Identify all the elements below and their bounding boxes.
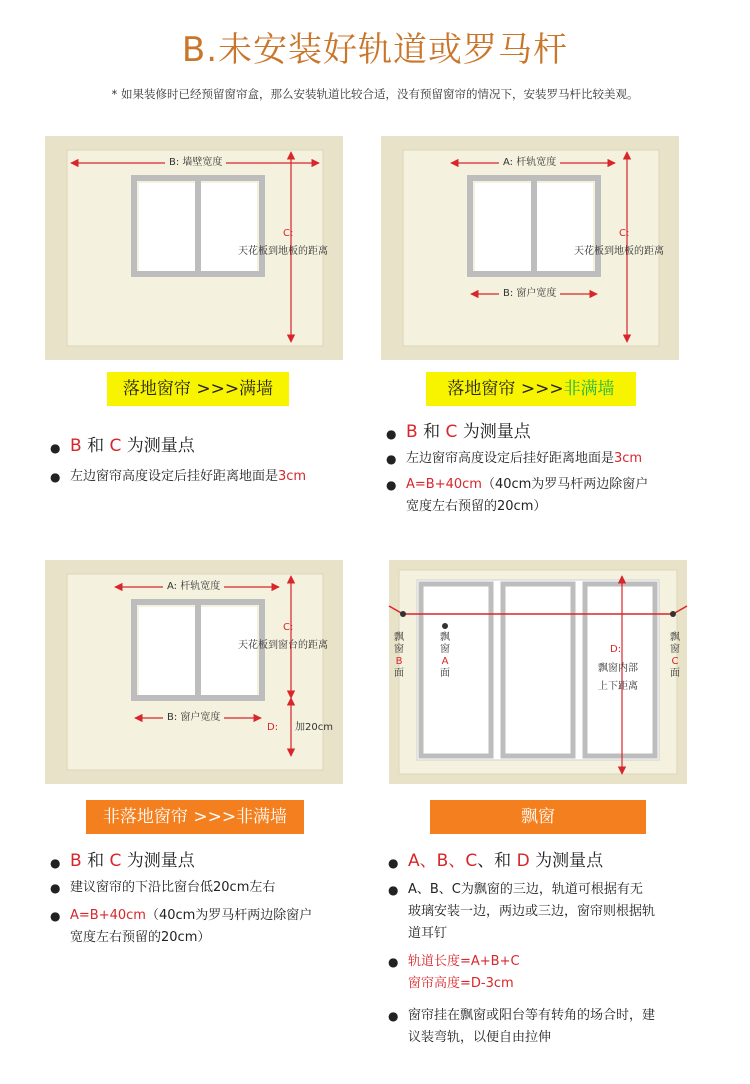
note-measure-points: ● A、B、C、和 D 为测量点: [388, 847, 728, 875]
page-title: B.未安装好轨道或罗马杆: [181, 30, 569, 70]
d-desc: 加20cm: [295, 722, 333, 733]
d-desc-2: 上下距离: [598, 681, 638, 692]
bay-c-side-label: 飘 窗 C 面: [670, 632, 680, 679]
b-label: B: 窗户宽度: [163, 712, 224, 724]
bay-b-side-label: 飘 窗 B 面: [394, 632, 404, 679]
badge-non-floor: 非落地窗帘 >>>非满墙: [86, 800, 304, 834]
panel2-notes: [386, 418, 706, 518]
c-label: C:: [619, 228, 630, 239]
page-subtitle: * 如果装修时已经预留窗帘盒，那么安装轨道比较合适，没有预留窗帘的情况下，安装罗马杆比较美观。: [111, 87, 639, 101]
panel3-notes: [50, 847, 370, 949]
note-measure-points: ● B 和 C 为测量点: [386, 418, 706, 446]
note-formula: ● A=B+40cm（40cm为罗马杆两边除窗户 宽度左右预留的20cm）: [386, 474, 706, 518]
a-label: A: 杆轨宽度: [499, 157, 560, 169]
b-label: B: 窗户宽度: [499, 288, 560, 300]
c-label: C:: [283, 228, 294, 239]
a-label: A: 杆轨宽度: [163, 581, 224, 593]
d-label: D:: [610, 644, 622, 655]
badge-floor-not-full-wall: 落地窗帘 >>>非满墙: [426, 372, 636, 406]
note-measure-points: ● B 和 C 为测量点: [50, 847, 370, 875]
panel4-notes: [388, 847, 728, 1049]
c-label: C:: [283, 622, 294, 633]
c-desc: 天花板到地板的距离: [238, 246, 328, 257]
note-height: ● 左边窗帘高度设定后挂好距离地面是3cm: [386, 448, 706, 470]
b-label: B: 墙壁宽度: [165, 157, 226, 169]
room-diagram-3: [45, 560, 345, 788]
note-sill: ● 建议窗帘的下沿比窗台低20cm左右: [50, 877, 370, 899]
panel-not-full-wall: [381, 136, 681, 364]
c-desc: 天花板到地板的距离: [574, 246, 664, 257]
panel-non-floor: [45, 560, 345, 788]
bay-window-diagram: [389, 560, 689, 788]
note-curved-track: ● 窗帘挂在飘窗或阳台等有转角的场合时，建 议装弯轨，以便自由拉伸: [388, 1005, 728, 1049]
note-height: ● 左边窗帘高度设定后挂好距离地面是3cm: [50, 466, 350, 488]
badge-bay-window: 飘窗: [430, 800, 646, 834]
note-formula: ● A=B+40cm（40cm为罗马杆两边除窗户 宽度左右预留的20cm）: [50, 905, 370, 949]
d-desc-1: 飘窗内部: [598, 663, 638, 674]
note-sides: ● A、B、C为飘窗的三边，轨道可根据有无 玻璃安装一边，两边或三边，窗帘则根据轨 道耳钉: [388, 879, 728, 945]
note-measure-points: ● B 和 C 为测量点: [50, 432, 350, 460]
bay-a-side-label: 飘 窗 A 面: [440, 632, 450, 679]
panel-bay-window: [389, 560, 689, 788]
badge-floor-full-wall: 落地窗帘 >>>满墙: [107, 372, 289, 406]
d-label: D:: [267, 722, 279, 733]
panel-full-wall: [45, 136, 345, 364]
note-formulas: ● 轨道长度=A+B+C 窗帘高度=D-3cm: [388, 951, 728, 995]
c-desc: 天花板到窗台的距离: [238, 640, 328, 651]
panel1-notes: [50, 432, 350, 488]
window-pane-left: [139, 183, 195, 271]
